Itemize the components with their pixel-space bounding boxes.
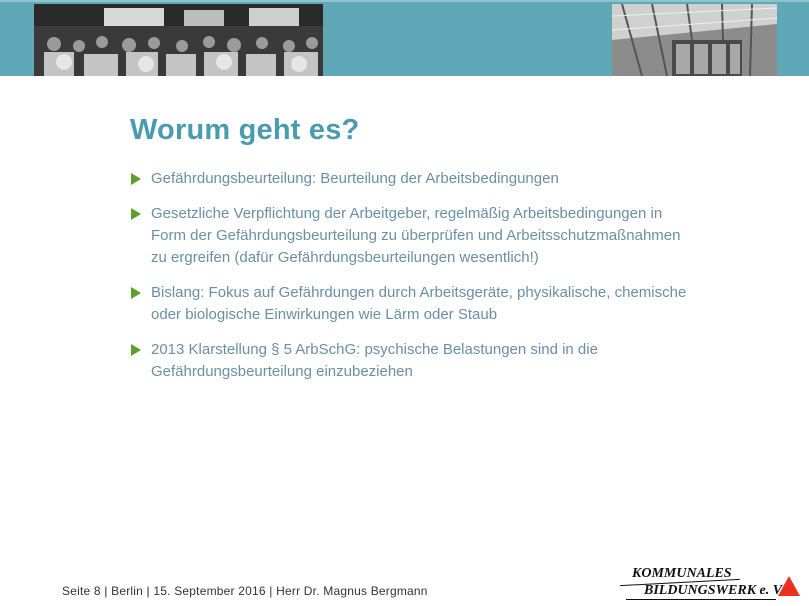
bullet-arrow-icon (131, 344, 141, 356)
bullet-line: Gefährdungsbeurteilung einzubeziehen (151, 363, 413, 380)
bullet-line: zu ergreifen (dafür Gefährdungsbeurteilungen wesentlich!) (151, 249, 539, 266)
header-banner (0, 0, 809, 76)
bullet-line: Bislang: Fokus auf Gefährdungen durch Arbeitsgeräte, physikalische, chemische (151, 284, 687, 301)
bullet-arrow-icon (131, 287, 141, 299)
bullet-line: Form der Gefährdungsbeurteilung zu überprüfen und Arbeitsschutzmaßnahmen (151, 227, 681, 244)
bullet-list (130, 168, 690, 383)
bullet-arrow-icon (131, 173, 141, 185)
bullet-arrow-icon (131, 208, 141, 220)
bullet-item (130, 282, 690, 326)
logo-rule (626, 599, 776, 600)
building-photo (612, 4, 777, 76)
conference-photo-image (34, 4, 323, 76)
bullet-line: Gefährdungsbeurteilung: Beurteilung der Arbeitsbedingungen (151, 170, 559, 187)
bullet-line: Gesetzliche Verpflichtung der Arbeitgeber, regelmäßig Arbeitsbedingungen in (151, 205, 663, 222)
kommunales-bildungswerk-logo (620, 566, 800, 602)
building-photo-image (612, 4, 777, 76)
logo-line-1: KOMMUNALES (632, 566, 732, 581)
logo-triangle-icon (778, 576, 800, 596)
bullet-item (130, 168, 690, 190)
bullet-item (130, 339, 690, 383)
logo-line-2: BILDUNGSWERK e. V. (644, 583, 784, 598)
bullet-line: 2013 Klarstellung § 5 ArbSchG: psychische Belastungen sind in die (151, 341, 598, 358)
slide-footer: Seite 8 | Berlin | 15. September 2016 | Herr Dr. Magnus Bergmann (62, 584, 428, 598)
bullet-line: oder biologische Einwirkungen wie Lärm oder Staub (151, 306, 498, 323)
conference-photo (34, 4, 323, 76)
bullet-item (130, 203, 690, 269)
slide-title: Worum geht es? (130, 114, 360, 146)
